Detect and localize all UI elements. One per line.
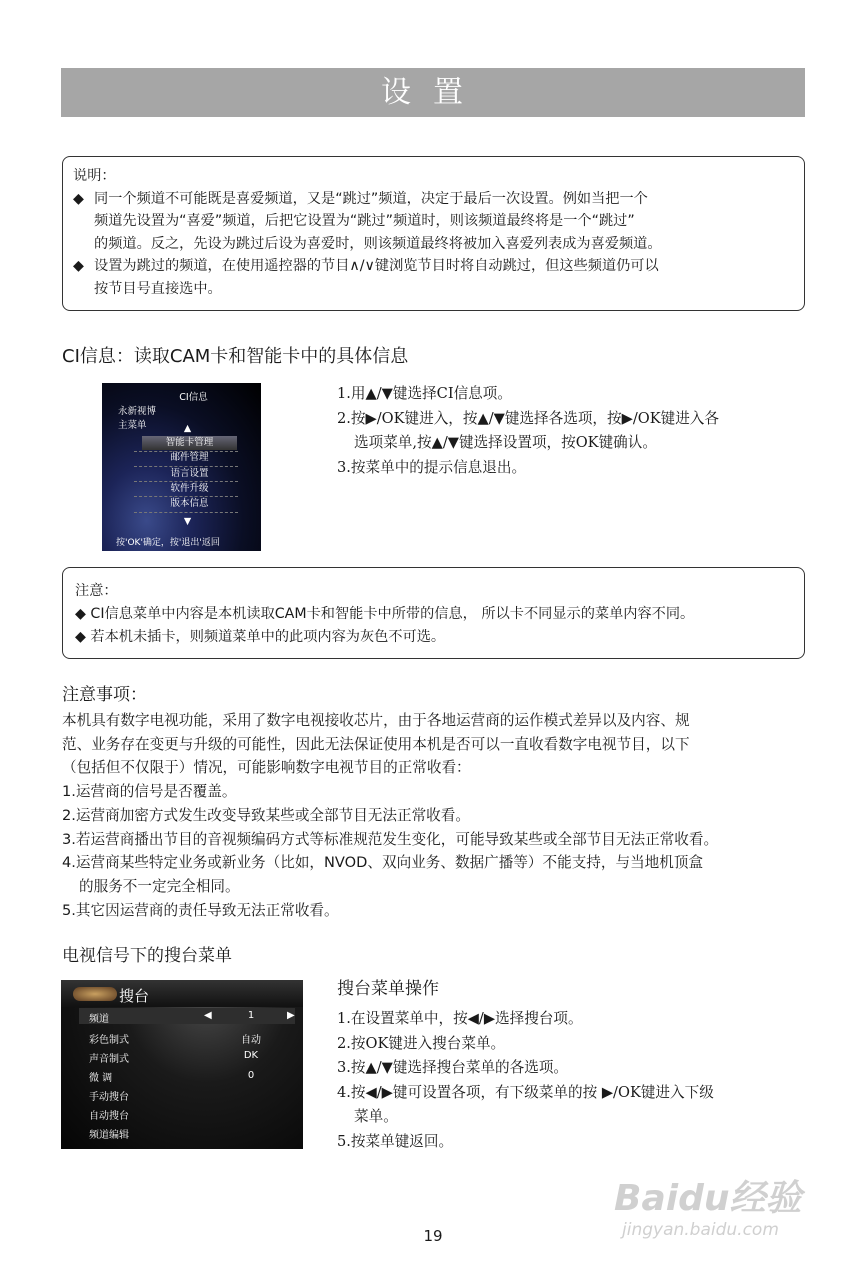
ci-screen-subtitle: 主菜单: [118, 420, 147, 431]
list-item: 的服务不一定完全相同。: [79, 877, 240, 895]
step-line: 3.按▲/▼键选择搜台菜单的各选项。: [337, 1059, 569, 1076]
step-line: 3.按菜单中的提示信息退出。: [337, 458, 527, 476]
search-row-value: DK: [243, 1050, 259, 1061]
ci-screen-footer: 按'OK'确定，按'退出'返回: [116, 538, 220, 548]
note-bullet: [73, 188, 794, 256]
step-line: 1.在设置菜单中，按◀/▶选择搜台项。: [337, 1010, 583, 1027]
ci-screen-subtitle: 永新视博: [118, 406, 157, 417]
search-row-value: 1: [247, 1010, 255, 1021]
note-heading: 注意：: [75, 583, 118, 599]
search-row-label[interactable]: 频道编辑: [89, 1130, 129, 1141]
ci-menu-item[interactable]: 智能卡管理: [142, 436, 237, 450]
list-item: 5.其它因运营商的责任导致无法正常收看。: [62, 901, 339, 919]
ci-steps: [337, 382, 719, 480]
search-row-label[interactable]: 频道: [89, 1014, 109, 1025]
search-menu-screenshot: [61, 980, 303, 1149]
page-title: 设置: [61, 68, 805, 117]
step-line: 选项菜单,按▲/▼键选择设置项，按OK键确认。: [354, 434, 657, 451]
search-row-value: 自动: [241, 1035, 261, 1046]
ci-menu-item[interactable]: 软件升级: [170, 483, 209, 494]
divider: [134, 512, 238, 513]
step-line: 5.按菜单键返回。: [337, 1132, 454, 1150]
step-line: 2.按▶/OK键进入，按▲/▼键选择各选项，按▶/OK键进入各: [337, 409, 719, 427]
search-row-label[interactable]: 声音制式: [89, 1054, 129, 1065]
diamond-bullet-icon: ◆: [73, 258, 84, 274]
page-number: 19: [423, 1227, 443, 1245]
list-item: 2.运营商加密方式发生改变导致某些或全部节目无法正常收看。: [62, 806, 470, 824]
list-item: 1.运营商的信号是否覆盖。: [62, 783, 237, 801]
watermark-url: jingyan.baidu.com: [622, 1220, 779, 1240]
precautions-title: 注意事项：: [62, 685, 147, 705]
search-row-label[interactable]: 自动搜台: [89, 1111, 129, 1122]
ci-menu-item[interactable]: 语言设置: [170, 468, 209, 479]
search-logo-icon: [73, 987, 117, 1001]
note-line: ◆ 若本机未插卡，则频道菜单中的此项内容为灰色不可选。: [75, 629, 446, 645]
step-line: 4.按◀/▶键可设置各项，有下级菜单的按 ▶/OK键进入下级: [337, 1083, 714, 1101]
search-row-label[interactable]: 彩色制式: [89, 1035, 129, 1046]
search-section-title: 电视信号下的搜台菜单: [62, 946, 232, 966]
ci-menu-item[interactable]: 邮件管理: [170, 452, 209, 463]
search-steps: [337, 1007, 714, 1154]
step-line: 菜单。: [354, 1108, 398, 1125]
ci-screen-title: CI信息: [179, 392, 208, 403]
down-arrow-icon: ▼: [183, 516, 192, 527]
paragraph-line: 本机具有数字电视功能，采用了数字电视接收芯片，由于各地运营商的运作模式差异以及内容、规: [62, 712, 690, 729]
watermark-logo: Baidu经验: [614, 1178, 802, 1219]
note-line: 按节目号直接选中。: [94, 280, 222, 297]
note-box-attention: [62, 567, 805, 659]
up-arrow-icon: ▲: [183, 423, 192, 434]
ci-section-title: CI信息：读取CAM卡和智能卡中的具体信息: [62, 346, 409, 367]
note-bullet: [73, 255, 794, 300]
ci-menu-screenshot: [102, 383, 261, 551]
note-heading: 说明：: [73, 168, 116, 184]
paragraph-line: 范、业务存在变更与升级的可能性，因此无法保证使用本机是否可以一直收看数字电视节目，以下: [62, 735, 690, 753]
diamond-bullet-icon: ◆: [73, 190, 84, 207]
list-item: 4.运营商某些特定业务或新业务（比如，NVOD、双向业务、数据广播等）不能支持，与当地机顶盒: [62, 854, 704, 872]
note-line: 频道先设置为“喜爱”频道，后把它设置为“跳过”频道时，则该频道最终将是一个“跳过”: [94, 213, 635, 229]
search-screen-title: 搜台: [119, 987, 150, 1005]
ci-menu-item[interactable]: 版本信息: [170, 498, 209, 509]
note-box-explanation: [62, 156, 805, 311]
step-line: 2.按OK键进入搜台菜单。: [337, 1034, 506, 1052]
note-line: 同一个频道不可能既是喜爱频道，又是“跳过”频道，决定于最后一次设置。例如当把一个: [94, 190, 648, 207]
step-line: 1.用▲/▼键选择CI信息项。: [337, 385, 512, 402]
list-item: 3.若运营商播出节目的音视频编码方式等标准规范发生变化，可能导致某些或全部节目无法正常收看。: [62, 830, 719, 848]
search-row-label[interactable]: 手动搜台: [89, 1092, 129, 1103]
precautions-body: [62, 709, 812, 922]
search-row-value: 0: [247, 1070, 255, 1081]
note-line: ◆ CI信息菜单中内容是本机读取CAM卡和智能卡中所带的信息， 所以卡不同显示的菜单内容不同。: [75, 606, 695, 622]
note-line: 的频道。反之，先设为跳过后设为喜爱时，则该频道最终将被加入喜爱列表成为喜爱频道。: [94, 235, 662, 252]
note-line: 设置为跳过的频道，在使用遥控器的节目∧/∨键浏览节目时将自动跳过，但这些频道仍可以: [94, 258, 659, 274]
paragraph-line: （包括但不仅限于）情况，可能影响数字电视节目的正常收看：: [62, 759, 471, 777]
search-ops-title: 搜台菜单操作: [337, 979, 439, 999]
search-row-label[interactable]: 微 调: [89, 1073, 113, 1084]
left-arrow-icon[interactable]: ◀: [204, 1010, 212, 1021]
right-arrow-icon[interactable]: ▶: [287, 1010, 295, 1021]
